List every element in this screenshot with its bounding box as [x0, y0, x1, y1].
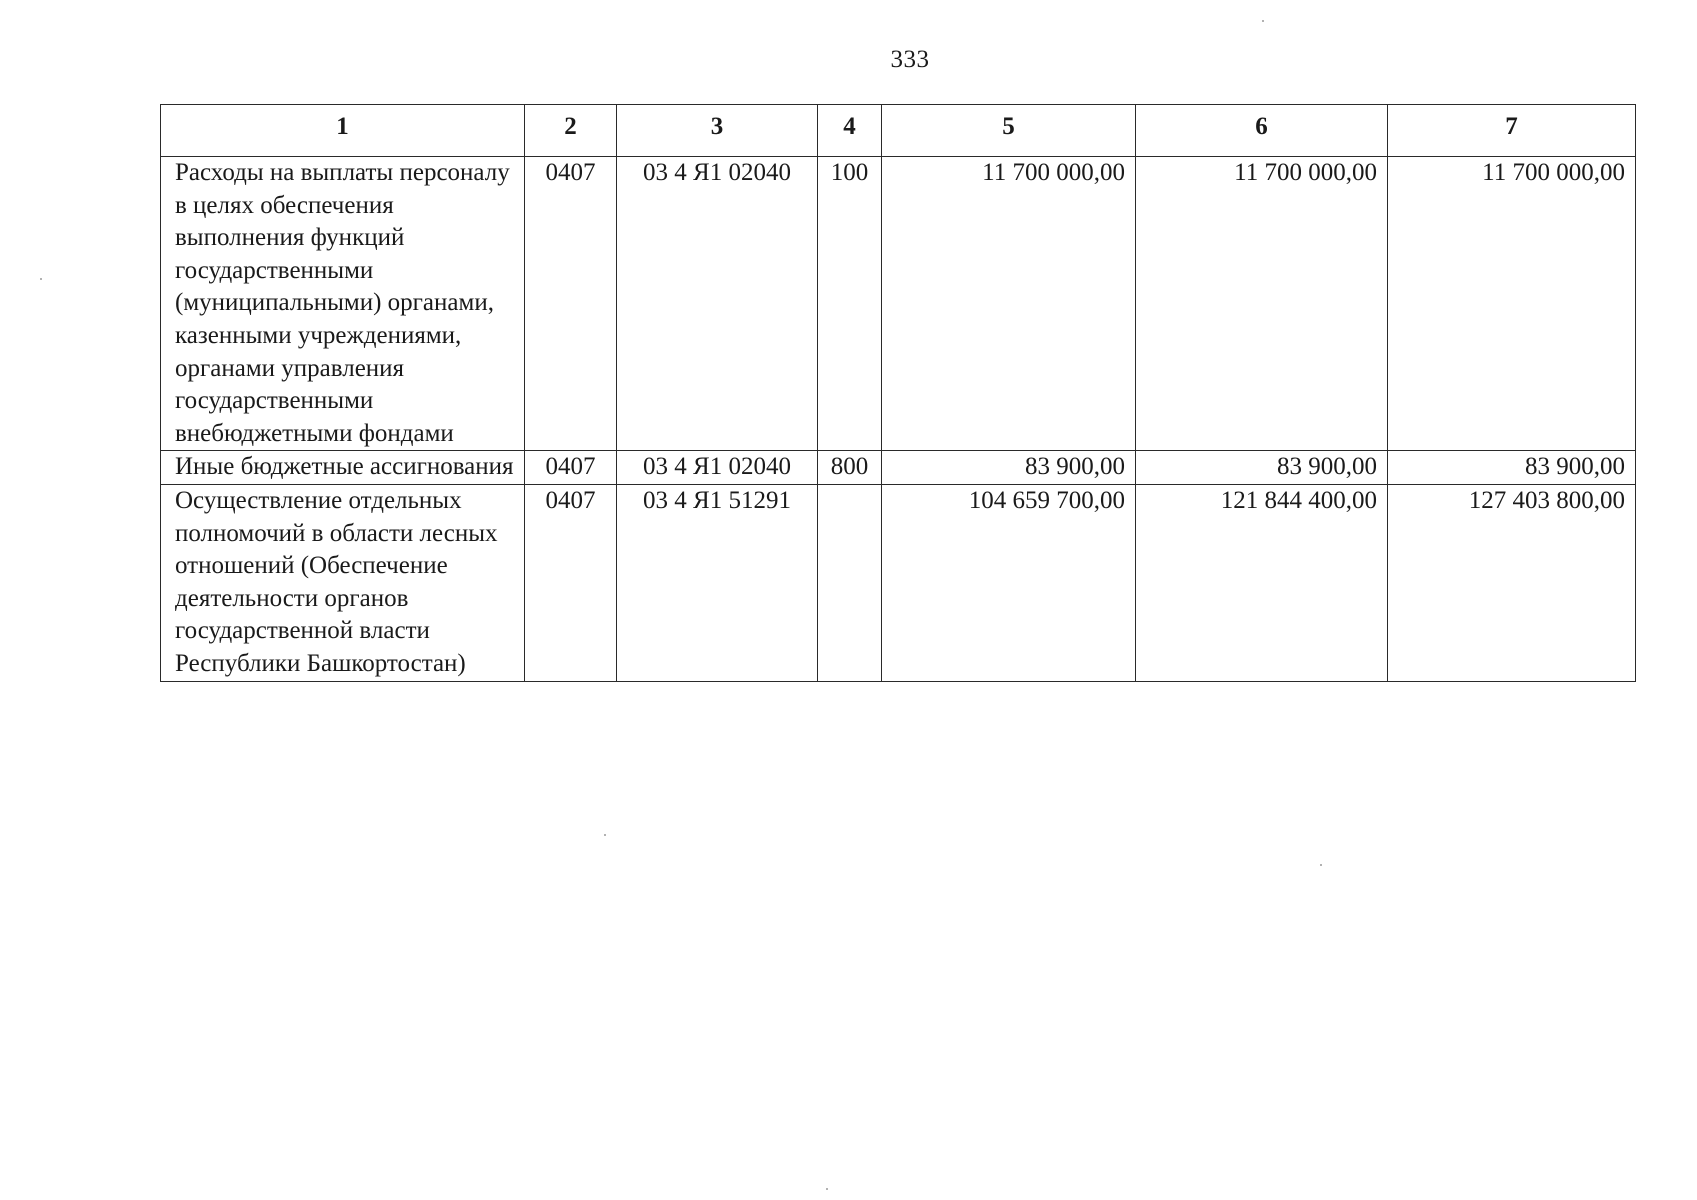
row-amount-1: 11 700 000,00: [882, 157, 1136, 451]
scan-speck: [1320, 864, 1322, 866]
row-expense-type: 800: [818, 451, 882, 485]
row-amount-2: 121 844 400,00: [1136, 484, 1388, 681]
page-number: 333: [890, 46, 930, 73]
row-expense-type: [818, 484, 882, 681]
row-section: 0407: [525, 484, 617, 681]
row-name: Иные бюджетные ассигнования: [161, 451, 525, 485]
row-amount-2: 83 900,00: [1136, 451, 1388, 485]
table-row: [161, 157, 1636, 451]
column-header: 5: [882, 105, 1136, 157]
row-target: 03 4 Я1 02040: [617, 157, 818, 451]
column-header: 2: [525, 105, 617, 157]
row-target: 03 4 Я1 02040: [617, 451, 818, 485]
table-row: [161, 451, 1636, 485]
budget-table: [160, 104, 1636, 682]
column-header: 3: [617, 105, 818, 157]
row-amount-3: 83 900,00: [1388, 451, 1636, 485]
scan-speck: [826, 1188, 828, 1190]
row-target: 03 4 Я1 51291: [617, 484, 818, 681]
row-amount-1: 104 659 700,00: [882, 484, 1136, 681]
table-row: [161, 484, 1636, 681]
row-section: 0407: [525, 451, 617, 485]
column-header: 7: [1388, 105, 1636, 157]
column-header: 4: [818, 105, 882, 157]
scan-speck: [1262, 20, 1264, 22]
row-name: Осуществление отдельных полномочий в области лесных отношений (Обеспечение деятельности органов государственной власти Республики Башкортостан): [161, 484, 525, 681]
row-amount-3: 127 403 800,00: [1388, 484, 1636, 681]
column-header: 6: [1136, 105, 1388, 157]
row-amount-3: 11 700 000,00: [1388, 157, 1636, 451]
column-header: 1: [161, 105, 525, 157]
scan-speck: [40, 278, 42, 280]
row-amount-1: 83 900,00: [882, 451, 1136, 485]
table-header-row: [161, 105, 1636, 157]
row-section: 0407: [525, 157, 617, 451]
row-name: Расходы на выплаты персоналу в целях обеспечения выполнения функций государственными (муниципальными) органами, казенными учреждениями, органами управления государственными внебюджетными фондами: [161, 157, 525, 451]
row-expense-type: 100: [818, 157, 882, 451]
scan-speck: [604, 834, 606, 836]
row-amount-2: 11 700 000,00: [1136, 157, 1388, 451]
